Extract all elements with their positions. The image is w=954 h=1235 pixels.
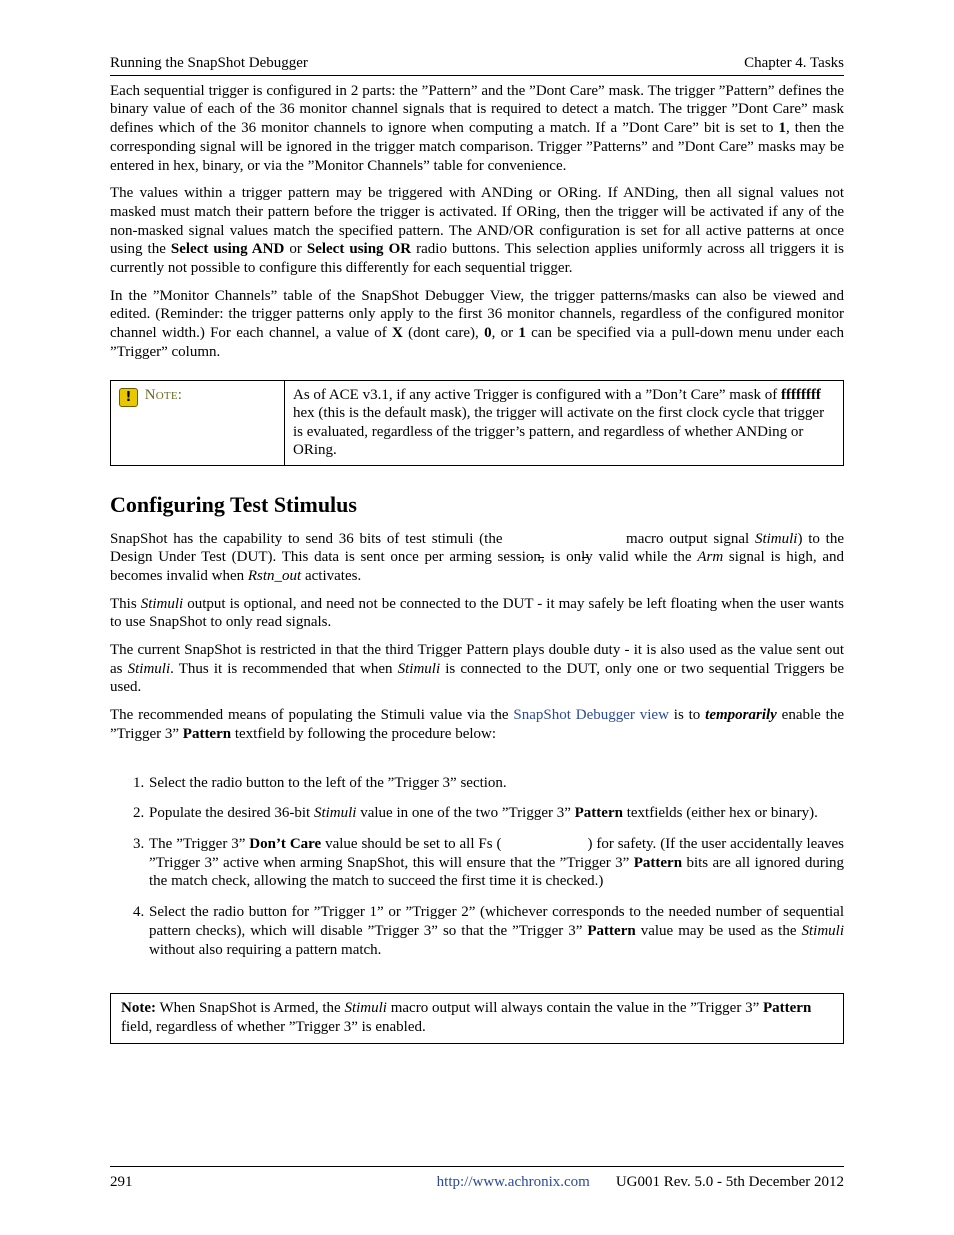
paragraph-monitor-channels: In the ”Monitor Channels” table of the SnapShot Debugger View, the trigger patterns/masks can also be viewed and edited. (Reminder: the trigger patterns only apply to the first 36 monitor channels, regardless of the configured monitor channel width.) For each channel, a value of X (dont care), 0, or 1 can be specified via a pull-down menu under each ”Trigger” column.: [110, 287, 845, 360]
list-item: 2. Populate the desired 36-bit Stimuli value in one of the two ”Trigger 3” Pattern textfields (either hex or binary).: [148, 804, 844, 823]
paragraph-recommended-means: The recommended means of populating the Stimuli value via the SnapShot Debugger view is to temporarily enable the ”Trigger 3” Pattern textfield by following the procedure below:: [110, 707, 844, 742]
list-item: 1. Select the radio button to the left of the ”Trigger 3” section.: [148, 774, 844, 793]
achronix-link[interactable]: http://www.achronix.com: [436, 1174, 590, 1190]
list-item: 4. Select the radio button for ”Trigger 1” or ”Trigger 2” (whichever corresponds to the needed number of sequential pattern checks), which will disable ”Trigger 3” so that the ”Trigger 3” Pattern value may be used as the Stimuli without also requiring a pattern match.: [148, 903, 844, 959]
header-left: Running the SnapShot Debugger: [110, 55, 308, 71]
page-number: 291: [110, 1174, 133, 1190]
list-item: 3. The ”Trigger 3” Don’t Care value should be set to all Fs ( ) for safety. (If the user accidentally leaves ”Trigger 3” active when arming SnapShot, this will ensure that the ”Trigger 3” Pattern bits are all ignored during the match check, allowing the match to succeed the first time it is checked.): [148, 835, 844, 891]
note-text-cell: As of ACE v3.1, if any active Trigger is configured with a ”Don’t Care” mask of ffffffff hex (this is the default mask), the trigger will activate on the first clock cycle that trigger is evaluated, regardless of the trigger’s pattern, and regardless of whether ANDing or ORing.: [285, 380, 844, 465]
note-label-cell: [111, 380, 285, 465]
note-label: Note:: [144, 386, 183, 403]
snapshot-debugger-view-link[interactable]: SnapShot Debugger view: [513, 707, 669, 724]
note-table: [110, 380, 844, 466]
paragraph-double-duty: The current SnapShot is restricted in that the third Trigger Pattern plays double duty - it is also used as the value sent out as Stimuli. Thus it is recommended that when Stimuli is connected to the DUT, only one or two sequential Triggers be used.: [110, 642, 844, 696]
section-title: Configuring Test Stimulus: [110, 491, 357, 517]
warning-icon: !: [119, 388, 138, 407]
header-right: Chapter 4. Tasks: [744, 55, 844, 71]
paragraph-trigger-parts: Each sequential trigger is configured in 2 parts: the ”Pattern” and the ”Dont Care” mask. The trigger ”Pattern” defines the binary value of each of the 36 monitor channel signals that is required to detect a match. The trigger ”Dont Care” mask defines which of the 36 monitor channels to ignore when computing a match. If a ”Dont Care” bit is set to 1, then the corresponding signal will be ignored in the trigger match comparison. Trigger ”Patterns” and ”Dont Care” masks may be entered in hex, binary, or via the ”Monitor Channels” table for convenience.: [110, 82, 844, 174]
page-footer: [110, 1166, 844, 1191]
page-body: [110, 54, 844, 1044]
paragraph-stimuli-optional: This Stimuli output is optional, and need not be connected to the DUT - it may safely be left floating when the user wants to use SnapShot to only read signals.: [110, 595, 845, 631]
paragraph-stimulus-capability: SnapShot has the capability to send 36 bits of test stimuli (the macro output signal Stimuli) to the Design Under Test (DUT). This data is sent once per arming session, is only valid while the Arm signal is high, and becomes invalid when Rstn_out activates.: [110, 530, 844, 584]
running-header: [110, 54, 844, 76]
document-id: UG001 Rev. 5.0 - 5th December 2012: [615, 1174, 844, 1190]
note-box: Note: When SnapShot is Armed, the Stimuli macro output will always contain the value in the ”Trigger 3” Pattern field, regardless of whether ”Trigger 3” is enabled.: [110, 993, 844, 1043]
paragraph-and-or: The values within a trigger pattern may be triggered with ANDing or ORing. If ANDing, then all signal values not masked must match their pattern before the trigger is activated. If ORing, then the trigger will be activated if any of the non-masked signal values match the specified pattern. The AND/OR configuration is set for all active patterns at once using the Select using AND or Select using OR radio buttons. This selection applies uniformly across all triggers it is currently not possible to configure this differently for each sequential trigger.: [110, 185, 844, 277]
procedure-list: [110, 774, 844, 960]
